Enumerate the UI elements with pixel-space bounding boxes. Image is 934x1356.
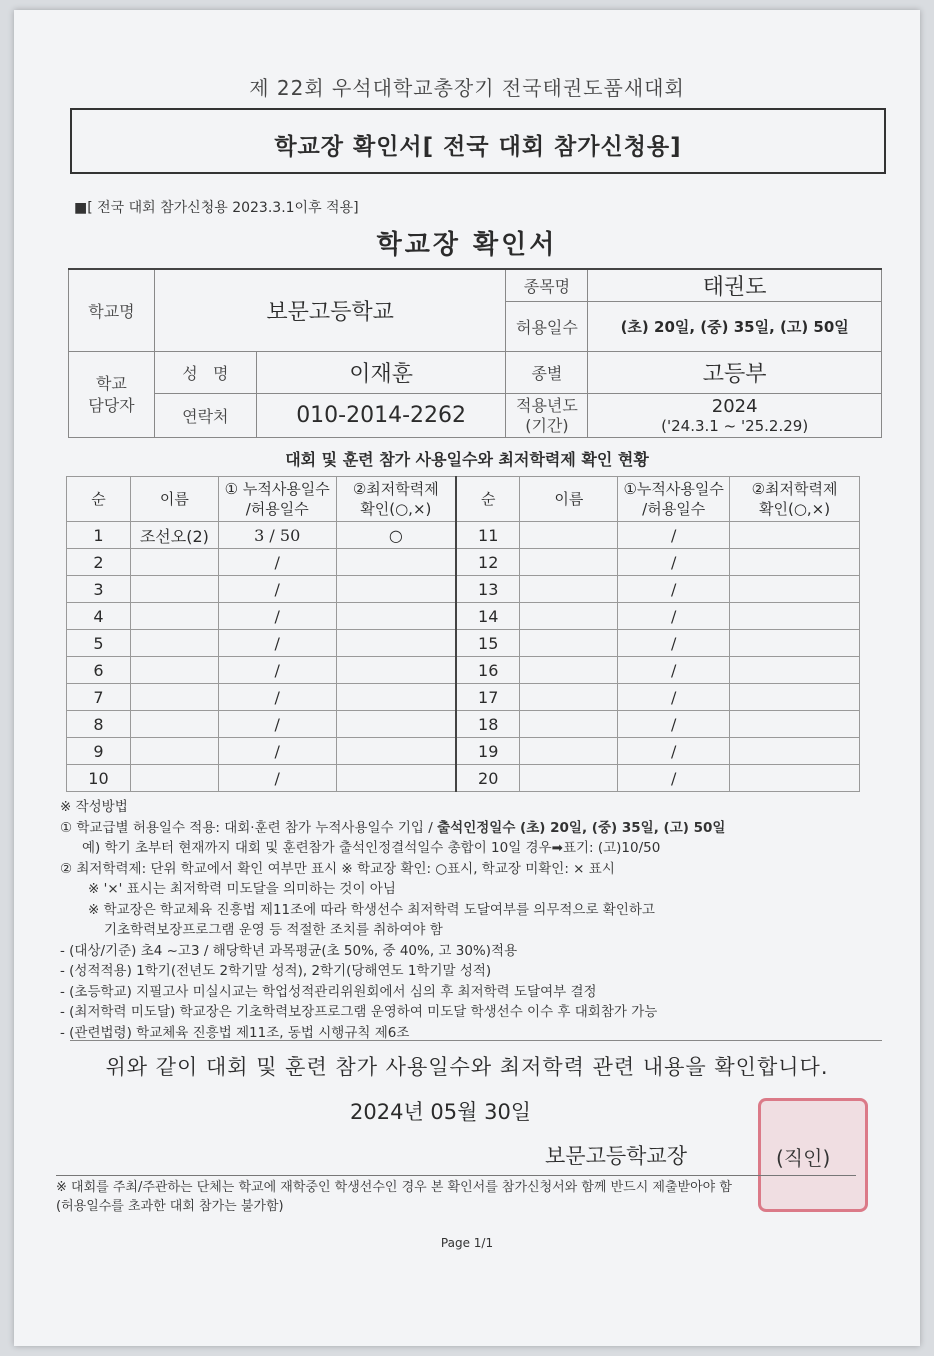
row-num: 5	[67, 630, 131, 657]
row-days: /	[218, 603, 336, 630]
allowed-days-value: (초) 20일, (중) 35일, (고) 50일	[588, 302, 882, 352]
table-row	[67, 576, 860, 603]
row-num-2: 17	[456, 684, 520, 711]
row-name-2	[520, 603, 618, 630]
period-label: 적용년도 (기간)	[506, 394, 588, 438]
contact-value: 010-2014-2262	[256, 394, 506, 438]
row-days: /	[218, 684, 336, 711]
header-days-2: ①누적사용일수 /허용일수	[618, 477, 730, 522]
row-num: 4	[67, 603, 131, 630]
table-row	[67, 657, 860, 684]
row-academic-2	[730, 549, 860, 576]
row-days-2: /	[618, 738, 730, 765]
row-num-2: 19	[456, 738, 520, 765]
row-name	[130, 684, 218, 711]
row-academic-2	[730, 576, 860, 603]
header-academic-2: ②최저학력제 확인(○,×)	[730, 477, 860, 522]
row-academic	[336, 603, 456, 630]
row-days-2: /	[618, 657, 730, 684]
row-name	[130, 603, 218, 630]
row-num: 10	[67, 765, 131, 792]
instruction-line: 기초학력보장프로그램 운영 등 적절한 조치를 취하여야 함	[104, 922, 443, 938]
row-name-2	[520, 711, 618, 738]
row-num: 7	[67, 684, 131, 711]
confirmation-statement: 위와 같이 대회 및 훈련 참가 사용일수와 최저학력 관련 내용을 확인합니다.	[105, 1055, 829, 1079]
status-table-title: 대회 및 훈련 참가 사용일수와 최저학력제 확인 현황	[285, 450, 649, 469]
row-days-2: /	[618, 603, 730, 630]
instructions-heading: ※ 작성방법	[60, 799, 128, 815]
footnote-line: (허용일수를 초과한 대회 참가는 불가함)	[56, 1199, 284, 1214]
row-days-2: /	[618, 630, 730, 657]
row-days: /	[218, 738, 336, 765]
row-name-2	[520, 765, 618, 792]
manager-name: 이재훈	[256, 352, 506, 394]
allowed-days-label: 허용일수	[506, 302, 588, 352]
table-row	[67, 603, 860, 630]
main-title: 학교장 확인서	[376, 230, 558, 260]
row-name: 조선오(2)	[130, 522, 218, 549]
row-name-2	[520, 549, 618, 576]
row-academic-2	[730, 765, 860, 792]
status-table-body	[67, 522, 860, 792]
row-academic-2	[730, 657, 860, 684]
table-row	[67, 549, 860, 576]
row-num: 3	[67, 576, 131, 603]
info-table	[68, 268, 882, 438]
row-name	[130, 576, 218, 603]
table-row	[67, 711, 860, 738]
row-days: /	[218, 657, 336, 684]
school-name: 보문고등학교	[154, 269, 506, 352]
row-academic	[336, 576, 456, 603]
principal-title: 보문고등학교장	[545, 1144, 688, 1168]
period-year: 2024	[711, 396, 758, 417]
row-days: /	[218, 549, 336, 576]
table-row	[67, 738, 860, 765]
row-name	[130, 765, 218, 792]
row-name	[130, 657, 218, 684]
row-name-2	[520, 576, 618, 603]
header-name-2: 이름	[520, 477, 618, 522]
row-name-2	[520, 738, 618, 765]
header-name: 이름	[130, 477, 218, 522]
row-num-2: 18	[456, 711, 520, 738]
row-num: 8	[67, 711, 131, 738]
row-num: 1	[67, 522, 131, 549]
confirmation-date: 2024년 05월 30일	[350, 1100, 532, 1124]
period-value	[588, 394, 882, 438]
row-academic-2	[730, 603, 860, 630]
row-academic	[336, 684, 456, 711]
event-title: 제 22회 우석대학교총장기 전국태권도품새대회	[249, 76, 685, 100]
row-academic-2	[730, 522, 860, 549]
row-days: /	[218, 576, 336, 603]
row-academic-2	[730, 684, 860, 711]
row-academic-2	[730, 738, 860, 765]
row-academic	[336, 549, 456, 576]
name-label: 성 명	[154, 352, 256, 394]
row-num-2: 20	[456, 765, 520, 792]
row-num-2: 13	[456, 576, 520, 603]
row-num-2: 15	[456, 630, 520, 657]
document-title: 학교장 확인서[ 전국 대회 참가신청용]	[274, 134, 682, 160]
row-name	[130, 738, 218, 765]
document-title-box	[70, 108, 886, 174]
row-name	[130, 549, 218, 576]
instruction-line: - (관련법령) 학교체육 진흥법 제11조, 동법 시행규칙 제6조	[60, 1024, 410, 1041]
instruction-line: ※ '×' 표시는 최저학력 미도달을 의미하는 것이 아님	[88, 881, 396, 897]
instructions	[60, 797, 880, 1043]
manager-label: 학교 담당자	[69, 352, 155, 438]
row-name	[130, 711, 218, 738]
row-num-2: 12	[456, 549, 520, 576]
row-name-2	[520, 630, 618, 657]
instruction-line: 예) 학기 초부터 현재까지 대회 및 훈련참가 출석인정결석일수 총합이 10일 경우➡표기: (고)10/50	[82, 840, 661, 856]
row-num: 2	[67, 549, 131, 576]
row-days-2: /	[618, 765, 730, 792]
period-range: ('24.3.1 ~ '25.2.29)	[661, 417, 809, 435]
table-row	[67, 684, 860, 711]
header-num: 순	[67, 477, 131, 522]
footnote-line: ※ 대회를 주최/주관하는 단체는 학교에 재학중인 학생선수인 경우 본 확인서를 참가신청서와 함께 반드시 제출받아야 함	[56, 1180, 732, 1195]
page-number: Page 1/1	[440, 1236, 494, 1250]
row-academic	[336, 630, 456, 657]
category-value: 고등부	[588, 352, 882, 394]
header-days: ① 누적사용일수 /허용일수	[218, 477, 336, 522]
instruction-line: ② 최저학력제: 단위 학교에서 확인 여부만 표시 ※ 학교장 확인: ○표시, 학교장 미확인: × 표시	[60, 860, 615, 877]
row-days-2: /	[618, 684, 730, 711]
instruction-line: - (성적적용) 1학기(전년도 2학기말 성적), 2학기(당해연도 1학기말 성적)	[60, 963, 492, 979]
row-academic	[336, 711, 456, 738]
row-academic	[336, 657, 456, 684]
header-num-2: 순	[456, 477, 520, 522]
table-row	[67, 630, 860, 657]
row-academic: ○	[336, 522, 456, 549]
instruction-text: ① 학교급별 허용일수 적용: 대회·훈련 참가 누적사용일수 기입 /	[60, 819, 438, 836]
row-academic	[336, 765, 456, 792]
row-num-2: 16	[456, 657, 520, 684]
seal-label: (직인)	[776, 1146, 831, 1170]
row-num-2: 11	[456, 522, 520, 549]
table-row	[67, 522, 860, 549]
sport-label: 종목명	[506, 269, 588, 302]
row-name-2	[520, 684, 618, 711]
instruction-line: ※ 학교장은 학교체육 진흥법 제11조에 따라 학생선수 최저학력 도달여부를 의무적으로 확인하고	[88, 901, 655, 918]
row-days-2: /	[618, 711, 730, 738]
row-days: /	[218, 630, 336, 657]
row-days: /	[218, 765, 336, 792]
row-days-2: /	[618, 576, 730, 603]
row-days: 3 / 50	[218, 522, 336, 549]
table-row	[67, 765, 860, 792]
category-label: 종별	[506, 352, 588, 394]
applicability-note: ■[ 전국 대회 참가신청용 2023.3.1이후 적용]	[74, 200, 359, 216]
contact-label: 연락처	[154, 394, 256, 438]
row-num: 9	[67, 738, 131, 765]
row-num: 6	[67, 657, 131, 684]
school-label: 학교명	[69, 269, 155, 352]
row-days-2: /	[618, 549, 730, 576]
row-academic-2	[730, 630, 860, 657]
row-name-2	[520, 657, 618, 684]
row-days: /	[218, 711, 336, 738]
instruction-bold-text: 출석인정일수 (초) 20일, (중) 35일, (고) 50일	[437, 819, 726, 836]
row-num-2: 14	[456, 603, 520, 630]
footnote	[56, 1175, 856, 1216]
status-table	[66, 476, 860, 792]
divider	[70, 1040, 882, 1041]
instruction-line: - (최저학력 미도달) 학교장은 기초학력보장프로그램 운영하여 미도달 학생선수 이수 후 대회참가 가능	[60, 1004, 658, 1020]
row-academic-2	[730, 711, 860, 738]
instruction-line: - (대상/기준) 초4 ~고3 / 해당학년 과목평균(초 50%, 중 40%, 고 30%)적용	[60, 942, 518, 959]
header-academic: ②최저학력제 확인(○,×)	[336, 477, 456, 522]
row-name-2	[520, 522, 618, 549]
sport-value: 태권도	[588, 269, 882, 302]
row-name	[130, 630, 218, 657]
row-days-2: /	[618, 522, 730, 549]
row-academic	[336, 738, 456, 765]
instruction-line	[60, 818, 880, 839]
instruction-line: - (초등학교) 지필고사 미실시교는 학업성적관리위원회에서 심의 후 최저학력 도달여부 결정	[60, 983, 597, 1000]
